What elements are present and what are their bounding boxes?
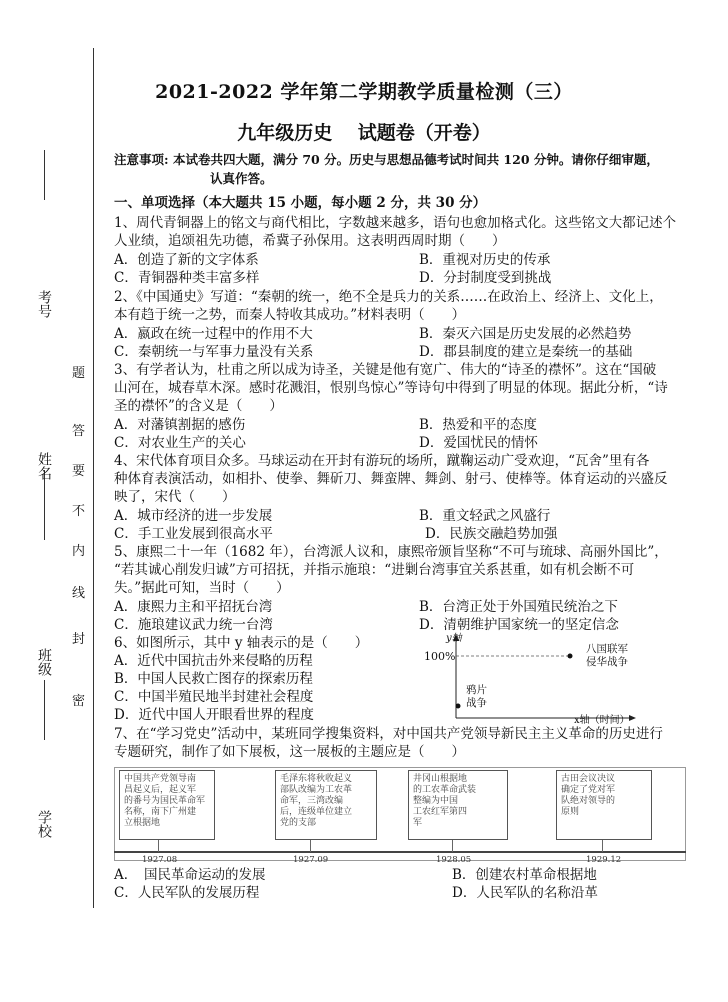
question-1-option-b: B．重视对历史的传承 — [419, 252, 551, 268]
label-xingming: 姓名 — [36, 452, 52, 480]
binding-line — [93, 48, 94, 908]
question-7-option-d: D．人民军队的名称沿革 — [452, 885, 598, 901]
question-6-line-1: 6、如图所示，其中 y 轴表示的是（ ） — [114, 635, 369, 651]
graph-point2-label — [586, 643, 628, 669]
seal-char: 答 — [72, 424, 86, 439]
notes-line-2: 认真作答。 — [210, 171, 273, 186]
blank-line-xingming — [44, 470, 45, 540]
question-6-option-c: C．中国半殖民地半封建社会程度 — [114, 689, 314, 705]
timeline-tick — [602, 840, 603, 852]
question-2-option-b: B．秦灭六国是历史发展的必然趋势 — [419, 326, 632, 342]
label-banji: 班级 — [36, 648, 52, 676]
question-7-option-b: B．创建农村革命根据地 — [452, 867, 597, 883]
graph-x-label: x轴（时间） — [574, 715, 630, 726]
question-4-option-b: B．重文轻武之风盛行 — [419, 508, 551, 524]
timeline-box-1 — [119, 770, 215, 840]
question-4-line-1: 4、宋代体育项目众多。马球运动在开封有游玩的场所，蹴鞠运动广受欢迎，“瓦舍”里有各 — [114, 453, 650, 469]
timeline-date-1: 1927.08 — [142, 855, 178, 865]
question-1-option-a: A．创造了新的文字体系 — [114, 252, 259, 268]
timeline-date-3: 1928.05 — [436, 855, 472, 865]
point-opium-war — [456, 704, 461, 709]
question-4-line-2: 种体育表演活动，如相扑、使拳、舞斫刀、舞蛮牌、舞剑、射弓、使棒等。体育运动的兴盛反 — [114, 471, 668, 487]
question-5-option-a: A．康熙力主和平招抚台湾 — [114, 599, 273, 615]
timeline-tick — [310, 840, 311, 852]
question-5-option-d: D．清朝维护国家统一的坚定信念 — [419, 617, 619, 633]
seal-char: 要 — [72, 464, 86, 479]
question-1-line-2: 人业绩，追颂祖先功德，希冀子孙保用。这表明西周时期（ ） — [114, 233, 506, 249]
timeline-box-2-line: 后，连级单位建立 — [280, 807, 353, 817]
timeline-box-3-line: 整编为中国 — [413, 796, 459, 806]
question-1-line-1: 1、周代青铜器上的铭文与商代相比，字数越来越多，语句也愈加格式化。这些铭文大都记述个 — [114, 215, 677, 231]
exam-title: 2021-2022 学年第二学期教学质量检测（三） — [155, 81, 573, 103]
graph-y-label: y轴 — [446, 633, 462, 644]
blank-line-kaohao — [44, 150, 45, 200]
timeline-box-4-line: 队绝对领导的 — [561, 796, 616, 806]
question-6-option-d: D．近代中国人开眼看世界的程度 — [114, 707, 314, 723]
timeline-box-2-line: 部队改编为工农革 — [280, 785, 353, 795]
point2-label-line1: 八国联军 — [586, 643, 628, 655]
question-2-option-c: C．秦朝统一与军事力量没有关系 — [114, 344, 314, 360]
seal-char: 封 — [72, 632, 86, 647]
timeline-box-4-line: 确定了党对军 — [561, 785, 616, 795]
timeline-date-2: 1927.09 — [293, 855, 329, 865]
question-4-option-c: C．手工业发展到很高水平 — [114, 526, 273, 542]
seal-char: 不 — [72, 504, 86, 519]
timeline-box-1-line: 中国共产党领导南 — [124, 774, 197, 784]
question-7-option-a: A． 国民革命运动的发展 — [114, 867, 266, 883]
timeline-box-1-line: 的番号为国民革命军 — [124, 796, 206, 806]
question-5-line-1: 5、康熙二十一年（1682 年），台湾派人议和，康熙帝颁旨坚称“不可与琉球、高丽外国比”， — [114, 544, 668, 560]
seal-char: 线 — [72, 586, 86, 601]
question-4-line-3: 映了，宋代（ ） — [114, 489, 236, 505]
question-3-option-b: B．热爱和平的态度 — [419, 417, 537, 433]
seal-char: 密 — [72, 694, 86, 709]
graph-point1-label — [466, 684, 487, 710]
question-4-option-d: D．民族交融趋势加强 — [425, 526, 558, 542]
seal-char: 题 — [72, 366, 86, 381]
timeline-tick — [452, 840, 453, 852]
timeline-box-3-line: 工农红军第四 — [413, 807, 468, 817]
question-3-line-3: 圣的襟怀”的含义是（ ） — [114, 398, 283, 414]
timeline-box-2 — [275, 770, 377, 840]
point1-label-line2: 战争 — [466, 697, 487, 709]
timeline-tick — [158, 840, 159, 852]
seal-char: 内 — [72, 544, 86, 559]
timeline-box-1-line: 昌起义后，起义军 — [124, 785, 197, 795]
question-1-option-c: C．青铜器种类丰富多样 — [114, 270, 260, 286]
timeline-box-3-line: 的工农革命武装 — [413, 785, 477, 795]
label-kaohao: 考号 — [36, 290, 52, 318]
timeline-box-4 — [556, 770, 652, 840]
timeline-date-4: 1929.12 — [586, 855, 622, 865]
question-3-option-a: A．对藩镇割据的感伤 — [114, 417, 246, 433]
timeline-box-2-line: 命军，三湾改编 — [280, 796, 344, 806]
timeline-box-3-line: 军 — [413, 818, 423, 828]
timeline-box-1-line: 名称，南下广州建 — [124, 807, 197, 817]
point1-label-line1: 鸦片 — [466, 684, 487, 696]
timeline-box-3 — [408, 770, 508, 840]
timeline-axis — [114, 851, 686, 853]
question-1-option-d: D．分封制度受到挑战 — [419, 270, 552, 286]
x-axis-arrow — [629, 715, 636, 721]
timeline-box-1-line: 立根据地 — [124, 818, 161, 828]
question-5-option-b: B．台湾正处于外国殖民统治之下 — [419, 599, 618, 615]
question-6-option-a: A．近代中国抗击外来侵略的历程 — [114, 653, 313, 669]
timeline-box-4-line: 古田会议决议 — [561, 774, 616, 784]
question-7-line-2: 专题研究，制作了如下展板，这一展板的主题应是（ ） — [114, 744, 465, 760]
timeline-box-4-line: 原则 — [561, 807, 580, 817]
question-4-option-a: A．城市经济的进一步发展 — [114, 508, 273, 524]
question-7-option-c: C．人民军队的发展历程 — [114, 885, 260, 901]
question-3-line-2: 山河在，城春草木深。感时花溅泪，恨别鸟惊心”等诗句中得到了明显的体现。据此分析，“诗 — [114, 380, 668, 396]
blank-line-banji — [44, 680, 45, 740]
question-5-line-2: “若其诚心削发归诚”方可招抚，并指示施琅：“进剿台湾事宜关系甚重，如有机会断不可 — [114, 562, 635, 578]
exam-notes — [114, 150, 704, 188]
question-5-line-3: 失。”据此可知，当时（ ） — [114, 580, 290, 596]
section-heading: 一、单项选择（本大题共 15 小题，每小题 2 分，共 30 分） — [114, 195, 487, 211]
timeline-box-2-line: 党的支部 — [280, 818, 317, 828]
timeline-box-2-line: 毛泽东将秋收起义 — [280, 774, 353, 784]
point-eight-nation — [568, 654, 573, 659]
question-2-option-d: D．郡县制度的建立是秦统一的基础 — [419, 344, 633, 360]
question-3-line-1: 3、有学者认为，杜甫之所以成为诗圣，关键是他有宽广、伟大的“诗圣的襟怀”。这在“国破 — [114, 362, 657, 378]
question-2-option-a: A．嬴政在统一过程中的作用不大 — [114, 326, 313, 342]
graph-y-tick: 100% — [424, 650, 456, 663]
exam-subtitle: 九年级历史 试题卷（开卷） — [237, 122, 491, 144]
question-5-option-c: C．施琅建议武力统一台湾 — [114, 617, 273, 633]
question-6-option-b: B．中国人民救亡图存的探索历程 — [114, 671, 313, 687]
notes-line-1: 注意事项: 本试卷共四大题，满分 70 分。历史与思想品德考试时间共 120 分钟。请你仔细审题， — [114, 152, 659, 167]
point2-label-line2: 侵华战争 — [586, 656, 628, 668]
question-3-option-d: D．爱国忧民的情怀 — [419, 435, 538, 451]
question-3-option-c: C．对农业生产的关心 — [114, 435, 246, 451]
question-2-line-1: 2、《中国通史》写道：“秦朝的统一，绝不全是兵力的关系……在政治上、经济上、文化上， — [114, 289, 663, 305]
question-2-line-2: 本有趋于统一之势，而秦人特收其成功。”材料表明（ ） — [114, 307, 466, 323]
question-7-line-1: 7、在“学习党史”活动中，某班同学搜集资料，对中国共产党领导新民主主义革命的历史进行 — [114, 726, 663, 742]
timeline-box-3-line: 井冈山根据地 — [413, 774, 468, 784]
label-xuexiao: 学校 — [36, 810, 52, 838]
